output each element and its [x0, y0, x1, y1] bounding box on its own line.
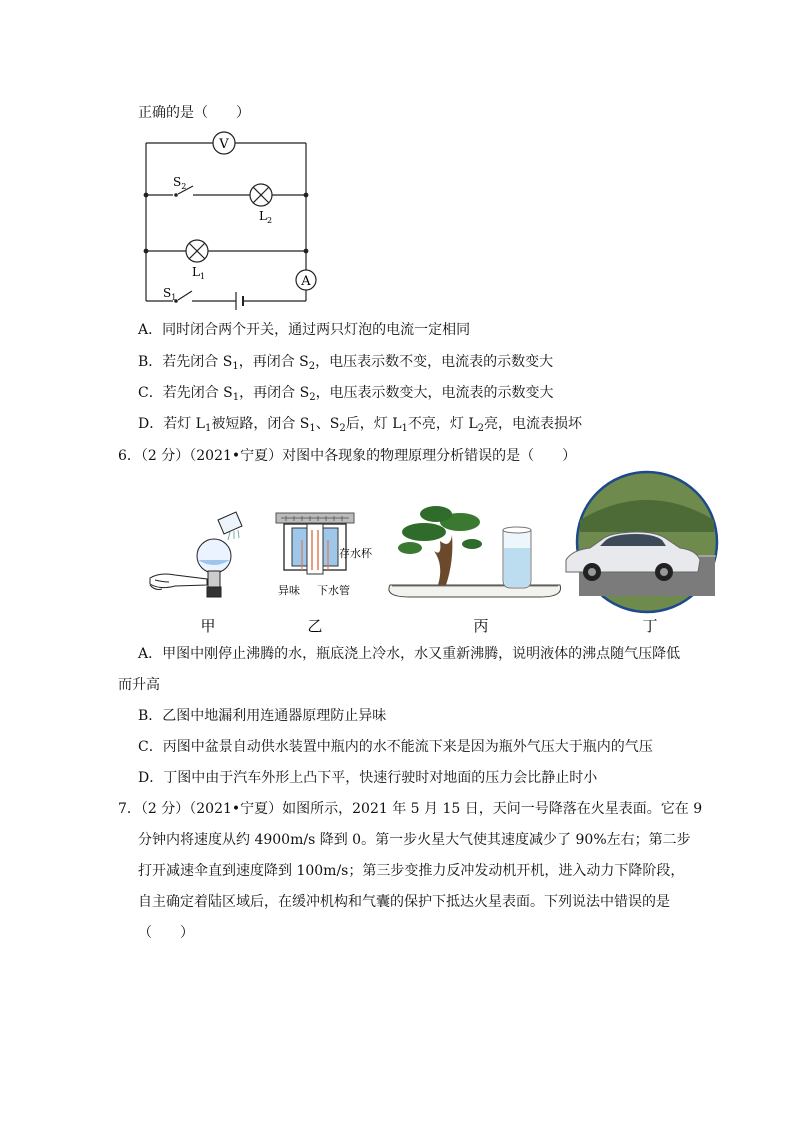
svg-text:A: A: [301, 274, 311, 289]
lamp-l1-icon: [186, 240, 208, 262]
voltmeter-icon: [213, 132, 235, 154]
label-s1: $S_1$: [163, 286, 177, 302]
label-ding: 丁: [642, 617, 658, 635]
s2-pivot: [174, 193, 178, 197]
q6-option-a-cont: 而升高: [118, 677, 160, 693]
label-smell: 异味: [278, 584, 300, 597]
label-l2: $L_2$: [259, 209, 273, 225]
floor-drain-figure: [276, 513, 354, 574]
q7-line-4: 自主确定着陆区域后，在缓冲机构和气囊的保护下抵达火星表面。下列说法中错误的是: [138, 894, 670, 910]
label-s2: $S_2$: [173, 175, 187, 191]
q5-option-d: D．若灯 $L_1$被短路，闭合 $S_1$、$S_2$后，灯 $L_1$不亮，灯 $L_2$亮，电流表损坏: [138, 416, 582, 434]
q5-option-a: A．同时闭合两个开关，通过两只灯泡的电流一定相同: [138, 322, 471, 338]
circuit-diagram: [130, 128, 320, 308]
label-pipe: 下水管: [317, 584, 350, 597]
label-l1: $L_1$: [192, 265, 206, 281]
q7-line-2: 分钟内将速度从约 4900m/s 降到 0。第一步火星大气使其速度减少了 90%左右；第二步: [138, 832, 691, 848]
q5-option-b: B．若先闭合 $S_1$，再闭合 $S_2$，电压表示数不变，电流表的示数变大: [138, 354, 554, 372]
bonsai-bottle-figure: [389, 506, 561, 597]
q6-stem: 6．（2 分）（2021•宁夏）对图中各现象的物理原理分析错误的是（ ）: [118, 448, 577, 464]
flask-boiling-figure: [150, 512, 242, 597]
q7-line-5: （ ）: [138, 925, 194, 941]
label-yi: 乙: [307, 617, 323, 635]
svg-text:V: V: [219, 137, 229, 152]
q6-option-d: D．丁图中由于汽车外形上凸下平，快速行驶时对地面的压力会比静止时小: [138, 770, 598, 786]
label-cup: 存水杯: [339, 547, 372, 560]
label-jia: 甲: [200, 617, 216, 635]
q5-stem: 正确的是（ ）: [138, 105, 250, 121]
ammeter-icon: [296, 270, 316, 290]
q6-option-c: C．丙图中盆景自动供水装置中瓶内的水不能流下来是因为瓶外气压大于瓶内的气压: [138, 739, 653, 755]
label-bing: 丙: [473, 617, 489, 635]
q6-option-a: A．甲图中刚停止沸腾的水，瓶底浇上冷水，水又重新沸腾，说明液体的沸点随气压降低: [138, 646, 681, 662]
q6-figures: [140, 475, 720, 635]
car-figure: [566, 472, 717, 612]
q6-option-b: B．乙图中地漏利用连通器原理防止异味: [138, 708, 387, 724]
q5-option-c: C．若先闭合 $S_1$，再闭合 $S_2$，电压表示数变大，电流表的示数变大: [138, 385, 554, 403]
q7-line-1: 7．（2 分）（2021•宁夏）如图所示，2021 年 5 月 15 日，天问一号降落在火星表面。它在 9: [118, 801, 703, 817]
lamp-l2-icon: [250, 184, 272, 206]
q7-line-3: 打开减速伞直到速度降到 100m/s；第三步变推力反冲发动机开机，进入动力下降阶段，: [138, 863, 685, 879]
